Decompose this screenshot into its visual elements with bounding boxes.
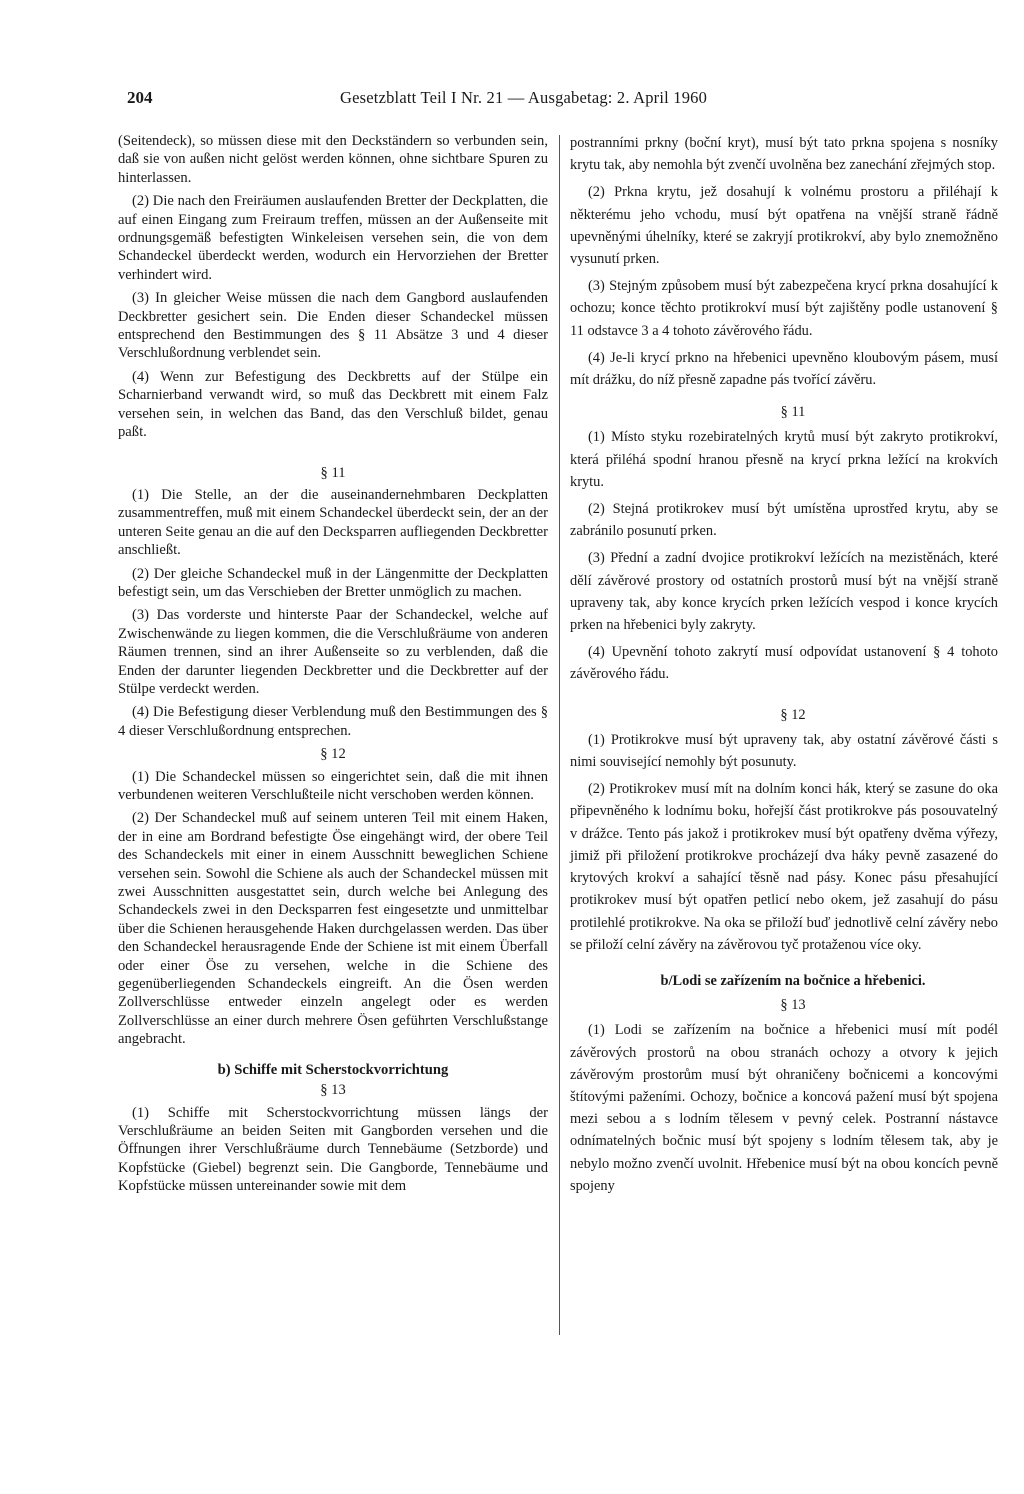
page-number: 204 [127, 88, 153, 107]
paragraph: (4) Die Befestigung dieser Verblendung muß den Bestimmungen des § 4 dieser Verschlußordnung entsprechen. [118, 704, 548, 739]
paragraph: (1) Místo styku rozebiratelných krytů musí být zakryto protikrokví, která přiléhá spodní hranou přesně na krycí prkna ležící na krokvích krytu. [570, 429, 998, 490]
section-heading: § 13 [780, 997, 806, 1014]
section-heading: § 11 [320, 464, 346, 481]
section-heading: § 11 [780, 404, 806, 421]
paragraph: (2) Die nach den Freiräumen auslaufenden Bretter der Deckplatten, die auf einen Eingang zum Freiraum treffen, müssen an der Außenseite mit ordnungsgemäß befestigten Winkeleisen versehen sein, die von dem Schandeckel überdeckt werden, wodurch ein Hervorziehen der Bretter verhindert wird. [118, 193, 548, 283]
column-right [570, 132, 998, 1202]
paragraph: (3) Das vorderste und hinterste Paar der Schandeckel, welche auf Zwischenwände zu liegen kommen, die die Verschlußräume von anderen Räumen trennen, sind an ihrer Außenseite so zu verblenden, daß die Enden der darunter liegenden Deckbretter und die Deckbretter auf der Stülpe verdeckt werden. [118, 607, 548, 697]
paragraph: (3) Přední a zadní dvojice protikrokví ležících na mezistěnách, které dělí závěrové prostory od ostatních prostorů musí být na vnější straně upraveny tak, aby konce krycích prken ležících vespod i konce krycích prken na hřebenici byly zakryty. [570, 550, 998, 634]
paragraph: (3) Stejným způsobem musí být zabezpečena krycí prkna dosahující k ochozu; konce těchto protikrokví musí být zajištěny podle ustanovení § 11 odstavce 3 a 4 tohoto závěrového řádu. [570, 278, 998, 339]
paragraph: (2) Der Schandeckel muß auf seinem unteren Teil mit einem Haken, der in eine am Bordrand befestigte Öse eingehängt wird, der obere Teil des Schandeckels mit einer in einem Ausschnitt beweglichen Schiene versehen sein. Sowohl die Schiene als auch der Schandeckel müssen mit zwei Ausschnitten ausgestattet sein, durch welche bei Anlegung des Schandeckels zwei in den Decksparren fest eingesetzte und unmittelbar über die Schienen herausgehende Haken durchgelassen werden. Das über den Schandeckel herausragende Ende der Schiene ist mit einem Überfall oder einer Öse zu versehen, welche in die Schiene des gegenüberliegenden Schandeckels eingreift. An die Ösen werden Zollverschlüsse entweder einzeln angelegt oder es werden Zollverschlüsse an einer durch mehrere Ösen geführten Verschlußstange angebracht. [118, 810, 548, 1048]
paragraph: (3) In gleicher Weise müssen die nach dem Gangbord auslaufenden Deckbretter gesichert sein. Die Enden dieser Schandeckel müssen entsprechend den Bestimmungen des § 11 Absätze 3 und 4 dieser Verschlußordnung verblendet sein. [118, 290, 548, 362]
column-left [118, 132, 548, 1201]
paragraph: (2) Stejná protikrokev musí být umístěna uprostřed krytu, aby se zabránilo posunutí prken. [570, 501, 998, 540]
paragraph: (1) Protikrokve musí být upraveny tak, aby ostatní závěrové části s nimi související nemohly být posunuty. [570, 731, 998, 771]
running-head: Gesetzblatt Teil I Nr. 21 — Ausgabetag: 2. April 1960 [340, 88, 708, 107]
paragraph: (1) Schiffe mit Scherstockvorrichtung müssen längs der Verschlußräume an beiden Seiten mit Gangborden versehen und die Öffnungen ihrer Verschlußräume durch Tennebäume (Setzborde) und Kopfstücke (Giebel) begrenzt sein. Die Gangborde, Tennebäume und Kopfstücke müssen untereinander sowie mit dem [118, 1104, 548, 1195]
subsection-heading: b) Schiffe mit Scherstockvorrichtung [217, 1061, 449, 1078]
section-heading: § 12 [780, 706, 806, 723]
paragraph: (Seitendeck), so müssen diese mit den Deckständern so verbunden sein, daß sie von außen nicht gelöst werden können, ohne sichtbare Spuren zu hinterlassen. [118, 133, 548, 186]
section-heading: § 13 [320, 1082, 346, 1099]
paragraph: (1) Lodi se zařízením na bočnice a hřebenici musí mít podél závěrových prostorů na obou stranách ochozy a otvory k jejich závěrovým prostorům musí být ohraničeny bočnicemi a koncovými štítovými paženími. Ochozy, bočnice a koncová pažení musí být spojena mezi sebou a s lodním tělesem v pevný celek. Postranní nástavce odnímatelných bočnic musí být spojeny s lodním tělesem tak, aby je nebylo možno zvenčí uvolnit. Hřebenice musí být na obou koncích pevně spojeny [570, 1022, 998, 1194]
paragraph: (4) Wenn zur Befestigung des Deckbretts auf der Stülpe ein Scharnierband verwandt wird, so muß das Deckbrett mit einem Falz versehen sein, in welchen das Band, das den Verschluß bildet, genau paßt. [118, 368, 548, 441]
subsection-heading: b/Lodi se zařízením na bočnice a hřebenici. [660, 972, 926, 989]
paragraph: (2) Protikrokev musí mít na dolním konci hák, který se zasune do oka připevněného k lodnímu boku, hořejší část protikrokve pás posouvatelný v drážce. Tento pás jakož i protikrokev musí být opatřeny dvěma výřezy, jimiž při přiložení protikrokve procházejí dva háky pevně zasazené do krytových krokví a sahající těsně nad pásy. Konec pásu přesahující protikrokev musí být opatřen petlicí nebo okem, jež zasahují do pásu protilehlé protikrokve. Na oka se přiloží buď jednotlivě celní závěry nebo se přiloží celní závěry na závěrovou tyč protaženou více oky. [570, 781, 998, 953]
paragraph: (4) Upevnění tohoto zakrytí musí odpovídat ustanovení § 4 tohoto závěrového řádu. [570, 644, 998, 683]
paragraph: (1) Die Schandeckel müssen so eingerichtet sein, daß die mit ihnen verbundenen weiteren Verschlußteile nicht verschoben werden können. [118, 768, 548, 803]
column-divider [559, 135, 560, 1335]
paragraph: (2) Prkna krytu, jež dosahují k volnému prostoru a přiléhají k některému jeho vchodu, musí být opatřena na vnější straně řádně upevněnými úhelníky, které se zakryjí protikrokví, aby bylo znemožněno vysunutí prken. [570, 184, 998, 268]
section-heading: § 12 [320, 746, 346, 763]
paragraph: postranními prkny (boční kryt), musí být tato prkna spojena s nosníky krytu tak, aby nemohla být zvenčí uvolněna bez zanechání zřejmých stop. [570, 135, 998, 174]
paragraph: (1) Die Stelle, an der die auseinandernehmbaren Deckplatten zusammentreffen, muß mit einem Schandeckel überdeckt sein, der an der unteren Seite genau an die auf den Decksparren aufliegenden Deckbretter anschließt. [118, 486, 548, 559]
paragraph: (4) Je-li krycí prkno na hřebenici upevněno kloubovým pásem, musí mít drážku, do níž přesně zapadne pás tvořící závěru. [570, 349, 998, 389]
paragraph: (2) Der gleiche Schandeckel muß in der Längenmitte der Deckplatten befestigt sein, um das Verschieben der Bretter unmöglich zu machen. [118, 565, 548, 600]
